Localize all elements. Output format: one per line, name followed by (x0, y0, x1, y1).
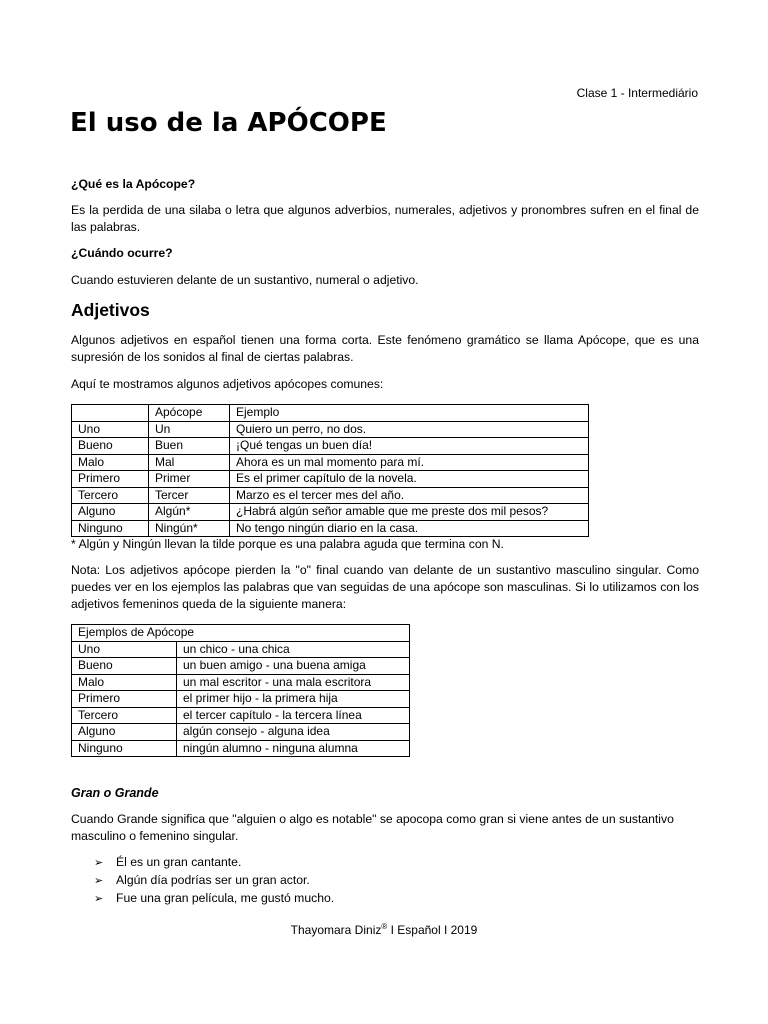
answer-when: Cuando estuvieren delante de un sustantivo, numeral o adjetivo. (71, 273, 419, 287)
table-cell: Malo (72, 454, 149, 471)
answer-what-is: Es la perdida de una silaba o letra que algunos adverbios, numerales, adjetivos y pronombres sufren en el final de las palabras. (71, 203, 699, 234)
list-item (94, 871, 334, 889)
table-cell: Uno (72, 421, 149, 438)
table-cell: Ningún* (149, 520, 230, 537)
table-header-cell: Apócope (149, 405, 230, 422)
page-title: El uso de la APÓCOPE (70, 108, 387, 138)
table-cell: Tercer (149, 487, 230, 504)
page-footer (0, 922, 768, 937)
list-item-text: Él es un gran cantante. (116, 855, 242, 869)
table-row (72, 740, 410, 757)
table-header-row (72, 405, 589, 422)
example-list (94, 853, 334, 907)
table-header-cell: Ejemplo (230, 405, 589, 422)
table-cell: un mal escritor - una mala escritora (177, 674, 410, 691)
table-row (72, 724, 410, 741)
table-row (72, 504, 589, 521)
table-cell: Alguno (72, 504, 149, 521)
table-cell: Bueno (72, 438, 149, 455)
question-when: ¿Cuándo ocurre? (71, 246, 173, 260)
table-cell: Es el primer capítulo de la novela. (230, 471, 589, 488)
table-cell: No tengo ningún diario en la casa. (230, 520, 589, 537)
table-row (72, 487, 589, 504)
table-row (72, 471, 589, 488)
section-heading-adjetivos: Adjetivos (71, 300, 150, 320)
table-cell: ningún alumno - ninguna alumna (177, 740, 410, 757)
table-row (72, 691, 410, 708)
apocope-adjectives-table (71, 404, 589, 537)
table-cell: Un (149, 421, 230, 438)
question-what-is: ¿Qué es la Apócope? (71, 177, 196, 191)
table-cell: Uno (72, 641, 177, 658)
table-cell: Buen (149, 438, 230, 455)
table-cell: Ninguno (72, 520, 149, 537)
table-row (72, 674, 410, 691)
section-heading-gran: Gran o Grande (71, 786, 159, 800)
footer-course: I Español I 2019 (387, 923, 478, 937)
registered-mark: ® (381, 922, 388, 931)
table-row (72, 658, 410, 675)
nota-paragraph: Nota: Los adjetivos apócope pierden la "o" final cuando van delante de un sustantivo masculino singular. Como puedes ver en los ejemplos las palabras que van seguidas de una apócope son masculinas. Si lo utilizamos con los adjetivos femeninos queda de la siguiente manera: (71, 563, 699, 611)
table-cell: Ahora es un mal momento para mí. (230, 454, 589, 471)
arrow-bullet-icon: ➢ (94, 874, 104, 887)
table-row (72, 438, 589, 455)
list-item (94, 853, 334, 871)
adjetivos-lead-paragraph: Aquí te mostramos algunos adjetivos apócopes comunes: (71, 377, 384, 391)
table-cell: Algún* (149, 504, 230, 521)
class-label: Clase 1 - Intermediário (576, 86, 698, 100)
list-item (94, 889, 334, 907)
table-cell: Bueno (72, 658, 177, 675)
gran-paragraph: Cuando Grande significa que "alguien o algo es notable" se apocopa como gran si viene antes de un sustantivo masculino o femenino singular. (71, 812, 674, 843)
table-cell: ¡Qué tengas un buen día! (230, 438, 589, 455)
table-cell: Ninguno (72, 740, 177, 757)
table-header-cell: Ejemplos de Apócope (72, 625, 410, 642)
table-cell: Tercero (72, 707, 177, 724)
table-row (72, 454, 589, 471)
table-row (72, 520, 589, 537)
list-item-text: Algún día podrías ser un gran actor. (116, 873, 310, 887)
table-header-row (72, 625, 410, 642)
table-cell: algún consejo - alguna idea (177, 724, 410, 741)
table-cell: el primer hijo - la primera hija (177, 691, 410, 708)
table-cell: Alguno (72, 724, 177, 741)
arrow-bullet-icon: ➢ (94, 856, 104, 869)
table-cell: Marzo es el tercer mes del año. (230, 487, 589, 504)
table-row (72, 421, 589, 438)
table-cell: Primer (149, 471, 230, 488)
table-header-cell (72, 405, 149, 422)
adjetivos-intro-paragraph: Algunos adjetivos en español tienen una forma corta. Este fenómeno gramático se llama Apócope, que es una supresión de los sonidos al final de ciertas palabras. (71, 333, 699, 364)
table-cell: Primero (72, 471, 149, 488)
arrow-bullet-icon: ➢ (94, 892, 104, 905)
table-cell: Malo (72, 674, 177, 691)
table-cell: Mal (149, 454, 230, 471)
table-footnote: * Algún y Ningún llevan la tilde porque es una palabra aguda que termina con N. (71, 537, 504, 551)
table-cell: Tercero (72, 487, 149, 504)
table-cell: un chico - una chica (177, 641, 410, 658)
footer-author: Thayomara Diniz (290, 923, 382, 937)
table-row (72, 707, 410, 724)
table-cell: un buen amigo - una buena amiga (177, 658, 410, 675)
apocope-examples-table (71, 624, 410, 757)
table-cell: ¿Habrá algún señor amable que me preste dos mil pesos? (230, 504, 589, 521)
list-item-text: Fue una gran película, me gustó mucho. (116, 891, 335, 905)
table-cell: el tercer capítulo - la tercera línea (177, 707, 410, 724)
table-cell: Quiero un perro, no dos. (230, 421, 589, 438)
table-row (72, 641, 410, 658)
table-cell: Primero (72, 691, 177, 708)
